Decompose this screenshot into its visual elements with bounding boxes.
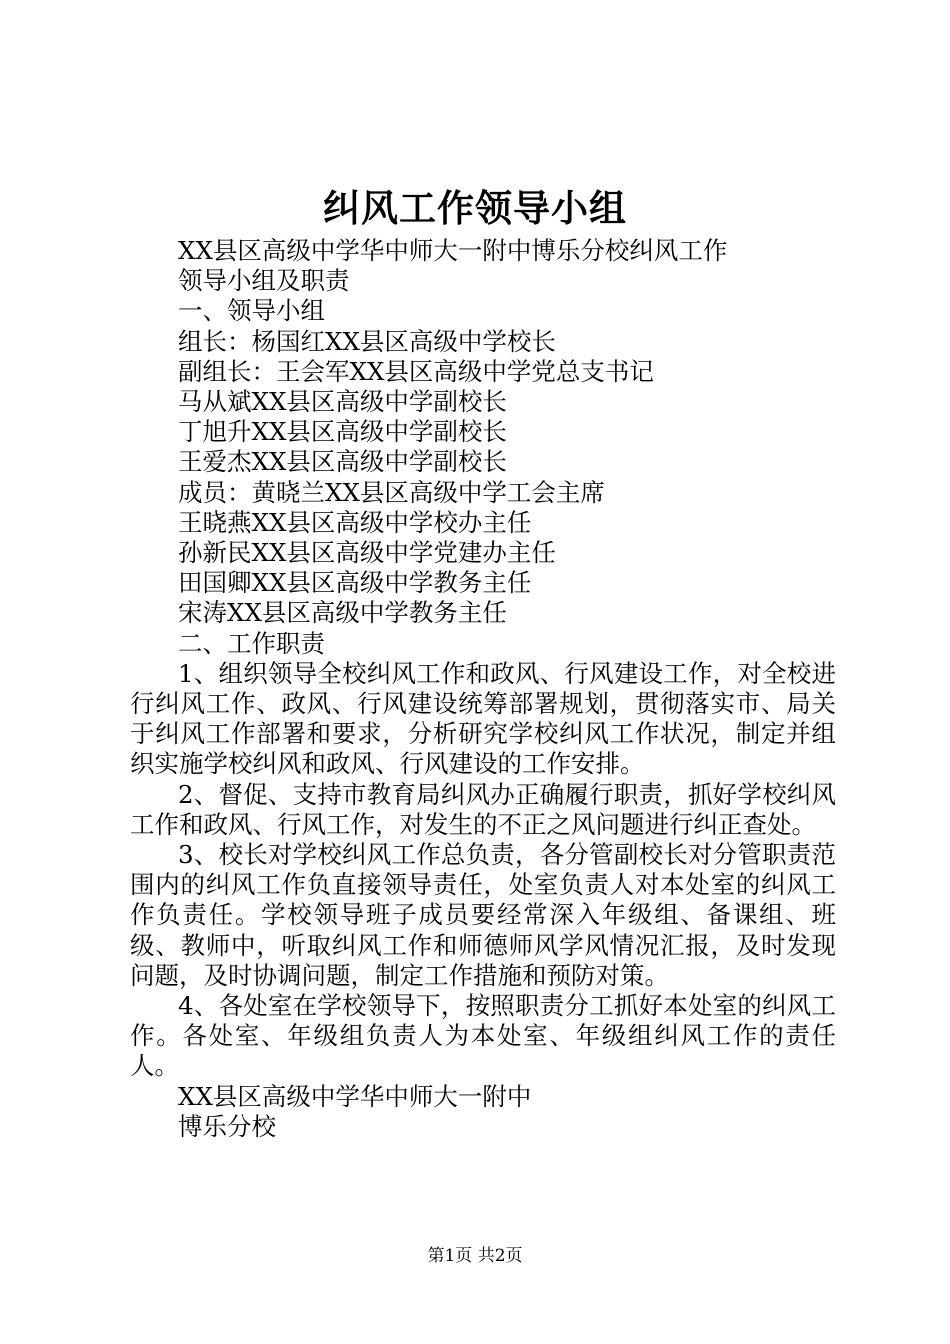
signature-line-2: 博乐分校 bbox=[178, 1111, 276, 1141]
member-line: 组长：杨国红XX县区高级中学校长 bbox=[178, 326, 556, 356]
member-line: 田国卿XX县区高级中学教务主任 bbox=[178, 568, 532, 598]
duty-paragraph: 1、组织领导全校纠风工作和政风、行风建设工作，对全校进行纠风工作、政风、行风建设统筹部署规划，贯彻落实市、局关于纠风工作部署和要求，分析研究学校纠风工作状况，制定并组织实施学校纠风和政风、行风建设的工作安排。 bbox=[130, 658, 836, 779]
duty-paragraph: 2、督促、支持市教育局纠风办正确履行职责，抓好学校纠风工作和政风、行风工作，对发生的不正之风问题进行纠正查处。 bbox=[130, 779, 836, 839]
document-title: 纠风工作领导小组 bbox=[323, 186, 627, 230]
document-body bbox=[130, 236, 836, 1142]
section-heading-duties: 二、工作职责 bbox=[178, 628, 325, 658]
member-line: 马从斌XX县区高级中学副校长 bbox=[178, 387, 507, 417]
duty-paragraph: 3、校长对学校纠风工作总负责，各分管副校长对分管职责范围内的纠风工作负直接领导责任，处室负责人对本处室的纠风工作负责任。学校领导班子成员要经常深入年级组、备课组、班级、教师中，听取纠风工作和师德师风学风情况汇报，及时发现问题，及时协调问题，制定工作措施和预防对策。 bbox=[130, 840, 836, 990]
signature-line-1: XX县区高级中学华中师大一附中 bbox=[178, 1081, 532, 1111]
page-number: 第1页 共2页 bbox=[427, 1246, 523, 1266]
heading-line-1: XX县区高级中学华中师大一附中博乐分校纠风工作 bbox=[178, 236, 728, 265]
section-heading-leadership: 一、领导小组 bbox=[178, 296, 325, 326]
member-line: 王爱杰XX县区高级中学副校长 bbox=[178, 447, 507, 477]
member-line: 成员：黄晓兰XX县区高级中学工会主席 bbox=[178, 477, 605, 507]
duty-paragraph: 4、各处室在学校领导下，按照职责分工抓好本处室的纠风工作。各处室、年级组负责人为本处室、年级组纠风工作的责任人。 bbox=[130, 991, 836, 1081]
member-line: 王晓燕XX县区高级中学校办主任 bbox=[178, 507, 532, 537]
member-line: 宋涛XX县区高级中学教务主任 bbox=[178, 598, 507, 628]
heading-line-2: 领导小组及职责 bbox=[178, 266, 350, 296]
member-line: 丁旭升XX县区高级中学副校长 bbox=[178, 417, 507, 447]
member-line: 孙新民XX县区高级中学党建办主任 bbox=[178, 538, 556, 568]
member-line: 副组长：王会军XX县区高级中学党总支书记 bbox=[178, 356, 654, 386]
